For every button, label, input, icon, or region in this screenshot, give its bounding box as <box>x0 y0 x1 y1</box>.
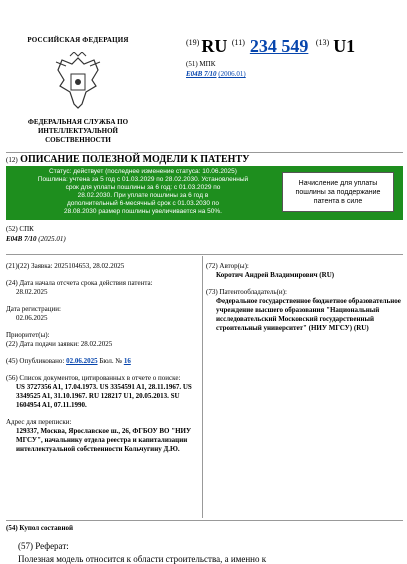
status-line: Статус: действует (последнее изменение статуса: 10.06.2025) <box>49 168 237 175</box>
priority-value: (22) Дата подачи заявки: 28.02.2025 <box>6 340 113 348</box>
bulletin-label: Бюл. № <box>99 357 123 365</box>
title-code: (12) <box>6 156 18 164</box>
registration-field <box>6 305 198 323</box>
term-start-value: 28.02.2025 <box>16 288 48 296</box>
published-field <box>6 357 198 366</box>
patent-kind: U1 <box>333 36 356 56</box>
priority-field <box>6 331 198 349</box>
correspondence-value: 129337, Москва, Ярославское ш., 26, ФГБОУ ВО "НИУ МГСУ", начальнику отдела реестра и капитализации интеллектуальной собственности Кольчугину Д.Ю. <box>16 427 192 453</box>
status-line: дополнительный 6-месячный срок с 01.03.2030 по <box>67 200 219 207</box>
authors-value: Коротич Андрей Владимирович (RU) <box>216 271 335 279</box>
spk-block <box>6 224 66 244</box>
registration-label: Дата регистрации: <box>6 305 61 313</box>
cited-documents-value: US 3727356 A1, 17.04.1973. US 3354591 A1, 28.11.1967. US 3349525 A1, 31.10.1967. RU 128217 U1, 20.05.2013. SU 1604954 A1, 07.11.1990. <box>16 383 192 409</box>
bibliographic-left-column <box>6 262 198 462</box>
published-date-link[interactable]: 02.06.2025 <box>66 357 98 365</box>
owner-field <box>206 288 402 333</box>
status-line: Пошлина: учтена за 5 год с 01.03.2029 по 28.02.2030. Установленный <box>37 176 249 183</box>
code-19: (19) <box>186 38 200 47</box>
divider <box>6 520 403 521</box>
code-11: (11) <box>231 38 245 47</box>
service-label: ФЕДЕРАЛЬНАЯ СЛУЖБА ПО ИНТЕЛЛЕКТУАЛЬНОЙ СОБСТВЕННОСТИ <box>27 118 129 144</box>
term-start-label: (24) Дата начала отсчета срока действия патента: <box>6 279 153 287</box>
status-line: 28.08.2030 размер пошлины увеличивается на 50%. <box>64 208 222 215</box>
mpk-label: (51) МПК <box>186 60 216 68</box>
document-title <box>6 154 249 165</box>
title-text: ОПИСАНИЕ ПОЛЕЗНОЙ МОДЕЛИ К ПАТЕНТУ <box>20 154 250 165</box>
status-line: 28.02.2030. При уплате пошлины за 6 год в <box>77 192 209 199</box>
cited-documents-field <box>6 374 198 410</box>
correspondence-field <box>6 418 198 454</box>
abstract-text: Полезная модель относится к области строительства, а именно к <box>18 554 267 564</box>
divider <box>6 254 403 255</box>
mpk-class-link[interactable]: E04B 7/10 <box>186 70 217 78</box>
mpk-block <box>186 59 246 79</box>
application-field: (21)(22) Заявка: 2025104653, 28.02.2025 <box>6 262 125 270</box>
issuer-block <box>8 36 148 145</box>
utility-model-title: (54) Купол составной <box>6 524 74 532</box>
fee-calculation-button[interactable]: Начисление для уплаты пошлины за поддержание патента в силе <box>282 172 394 212</box>
status-banner <box>6 166 403 220</box>
spk-class: E04B 7/10 <box>6 235 37 243</box>
status-text <box>12 168 274 216</box>
published-label: (45) Опубликовано: <box>6 357 65 365</box>
abstract-label: (57) Реферат: <box>18 541 69 551</box>
patent-number-block <box>186 36 355 57</box>
spk-version: (2025.01) <box>38 235 66 243</box>
spk-label: (52) СПК <box>6 225 34 233</box>
authors-field <box>206 262 402 280</box>
patent-number-link[interactable]: 234 549 <box>249 36 309 56</box>
country-code: RU <box>201 36 228 56</box>
mpk-version-link[interactable]: (2006.01) <box>218 70 246 78</box>
cited-documents-label: (56) Список документов, цитированных в отчете о поиске: <box>6 374 181 382</box>
priority-label: Приоритет(ы): <box>6 331 50 339</box>
status-line: срок для уплаты пошлины за 6 год: с 01.03.2029 по <box>65 184 221 191</box>
column-divider <box>202 256 203 518</box>
federation-label: РОССИЙСКАЯ ФЕДЕРАЦИЯ <box>27 36 129 44</box>
divider <box>6 152 403 153</box>
authors-label: (72) Автор(ы): <box>206 262 249 270</box>
bulletin-number-link[interactable]: 16 <box>123 357 131 365</box>
code-13: (13) <box>315 38 330 47</box>
owner-label: (73) Патентообладатель(и): <box>206 288 287 296</box>
term-start-field <box>6 279 198 297</box>
correspondence-label: Адрес для переписки: <box>6 418 72 426</box>
bibliographic-right-column <box>206 262 402 341</box>
registration-value: 02.06.2025 <box>16 314 48 322</box>
coat-of-arms-icon <box>52 52 104 112</box>
owner-value: Федеральное государственное бюджетное образовательное учреждение высшего образования "Национальный исследовательский Московский государственный строительный университет" (НИУ МГСУ) (RU) <box>216 297 401 332</box>
